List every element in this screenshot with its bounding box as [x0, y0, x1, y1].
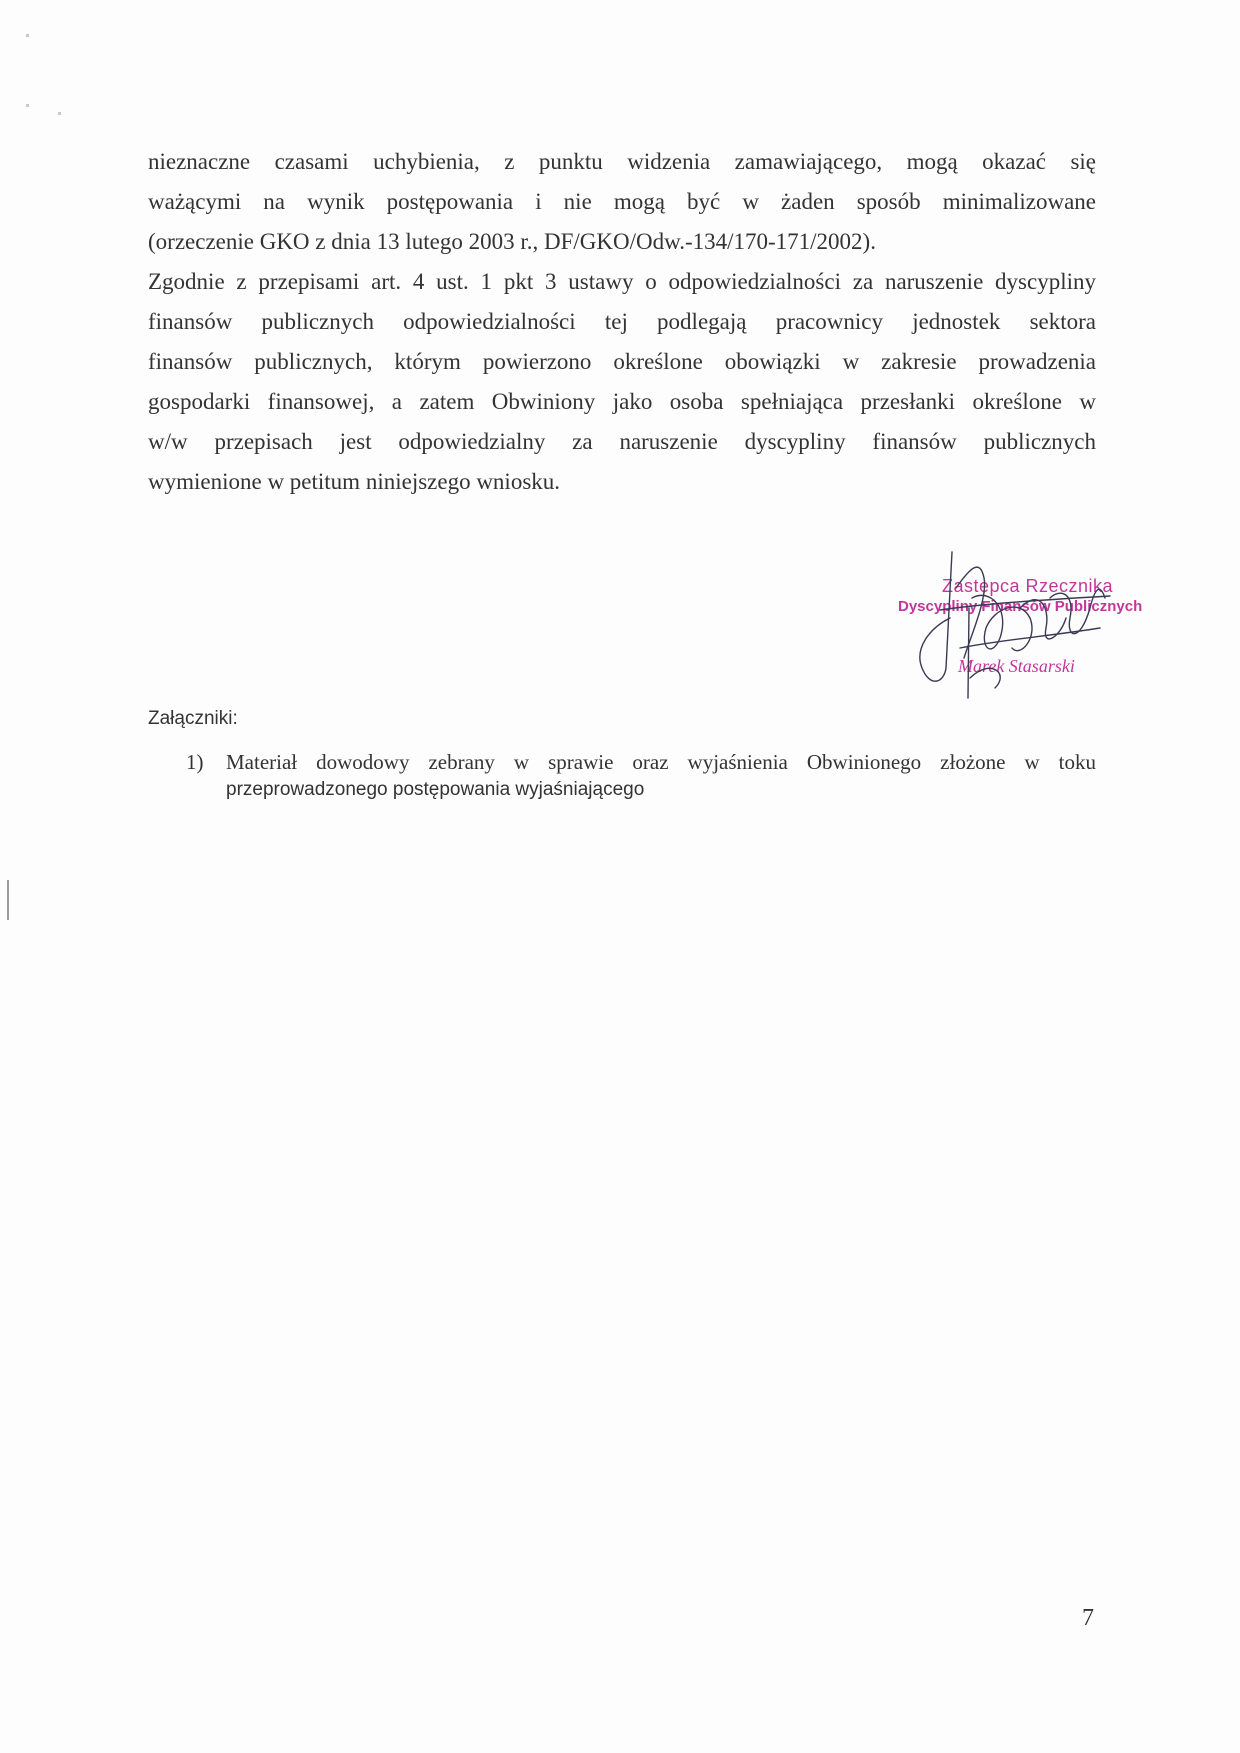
body-line: wymienione w petitum niniejszego wniosku.: [148, 469, 561, 494]
body-line: finansów publicznych, którym powierzono określone obowiązki w zakresie prowadzenia: [148, 349, 1096, 374]
body-paragraph: [148, 142, 1096, 502]
scan-artifact: [58, 112, 61, 115]
attachments-heading: Załączniki:: [148, 708, 238, 729]
scan-artifact: [26, 34, 29, 37]
attachments-list: [186, 748, 1096, 804]
list-item: [186, 748, 1096, 804]
page-number: 7: [1082, 1605, 1094, 1631]
list-item-line: przeprowadzonego postępowania wyjaśniającego: [226, 779, 645, 800]
scan-artifact: [26, 104, 29, 107]
stamp-subtitle: Dyscypliny Finansów Publicznych: [898, 598, 1143, 615]
stamp-title: Zastępca Rzecznika: [942, 576, 1114, 596]
body-line: ważącymi na wynik postępowania i nie mogą być w żaden sposób minimalizowane: [148, 189, 1096, 214]
body-line: w/w przepisach jest odpowiedzialny za naruszenie dyscypliny finansów publicznych: [148, 429, 1096, 454]
body-line: finansów publicznych odpowiedzialności tej podlegają pracownicy jednostek sektora: [148, 309, 1096, 334]
body-line: (orzeczenie GKO z dnia 13 lutego 2003 r., DF/GKO/Odw.-134/170-171/2002).: [148, 229, 876, 254]
handwritten-signature: [900, 548, 1130, 708]
list-item-line: Materiał dowodowy zebrany w sprawie oraz wyjaśnienia Obwinionego złożone w toku: [226, 750, 1096, 774]
scan-artifact: [7, 880, 9, 920]
body-line: Zgodnie z przepisami art. 4 ust. 1 pkt 3 ustawy o odpowiedzialności za naruszenie dyscypliny: [148, 269, 1096, 294]
body-line: gospodarki finansowej, a zatem Obwiniony jako osoba spełniająca przesłanki określone w: [148, 389, 1096, 414]
body-line: nieznaczne czasami uchybienia, z punktu widzenia zamawiającego, mogą okazać się: [148, 149, 1096, 174]
list-item-text: [226, 748, 1096, 804]
list-item-number: 1): [186, 750, 204, 774]
stamp-name: Marek Stasarski: [958, 656, 1075, 676]
